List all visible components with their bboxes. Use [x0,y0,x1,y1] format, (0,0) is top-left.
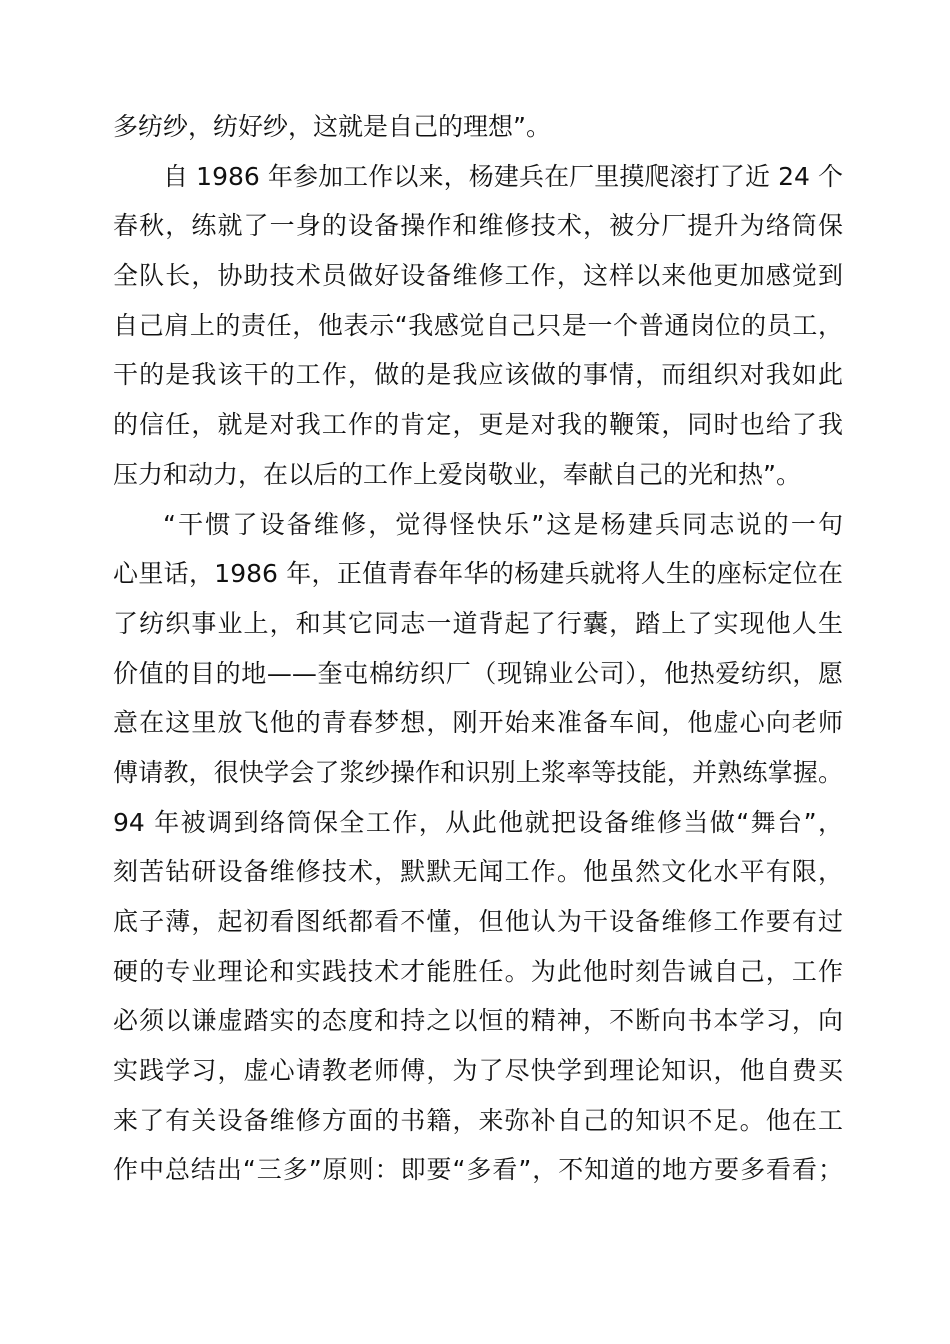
text-line: 干的是我该干的工作，做的是我应该做的事情，而组织对我如此 [113,360,843,390]
document-body [113,102,843,1195]
text-line: 了纺织事业上，和其它同志一道背起了行囊，踏上了实现他人生 [113,608,843,638]
text-line: 必须以谦虚踏实的态度和持之以恒的精神，不断向书本学习，向 [113,1006,843,1036]
text-line: 来了有关设备维修方面的书籍，来弥补自己的知识不足。他在工 [113,1105,843,1135]
text-line: 自己肩上的责任，他表示“我感觉自己只是一个普通岗位的员工， [113,310,843,340]
text-line: 心里话，1986 年，正值青春年华的杨建兵就将人生的座标定位在 [113,559,843,589]
text-line: 多纺纱，纺好纱，这就是自己的理想”。 [113,112,551,141]
text-line: 傅请教，很快学会了浆纱操作和识别上浆率等技能，并熟练掌握。 [113,757,843,787]
text-line: 94 年被调到络筒保全工作，从此他就把设备维修当做“舞台”， [113,807,843,837]
paragraph-first-line: 自 1986 年参加工作以来，杨建兵在厂里摸爬滚打了近 24 个 [163,161,843,191]
text-line: 作中总结出“三多”原则：即要“多看”，不知道的地方要多看看； [113,1155,843,1185]
paragraph-first-line: “干惯了设备维修，觉得怪快乐”这是杨建兵同志说的一句 [163,509,843,539]
text-line: 压力和动力，在以后的工作上爱岗敬业，奉献自己的光和热”。 [113,459,801,489]
text-line: 全队长，协助技术员做好设备维修工作，这样以来他更加感觉到 [113,261,843,291]
text-line: 意在这里放飞他的青春梦想，刚开始来准备车间，他虚心向老师 [113,708,843,738]
text-line: 硬的专业理论和实践技术才能胜任。为此他时刻告诫自己，工作 [113,956,843,986]
text-line: 刻苦钻研设备维修技术，默默无闻工作。他虽然文化水平有限， [113,857,843,887]
text-line: 实践学习，虚心请教老师傅，为了尽快学到理论知识，他自费买 [113,1056,843,1086]
text-line: 春秋，练就了一身的设备操作和维修技术，被分厂提升为络筒保 [113,211,843,241]
text-line: 价值的目的地——奎屯棉纺织厂（现锦业公司），他热爱纺织，愿 [113,658,843,688]
text-line: 的信任，就是对我工作的肯定，更是对我的鞭策，同时也给了我 [113,410,843,440]
text-line: 底子薄，起初看图纸都看不懂，但他认为干设备维修工作要有过 [113,907,843,936]
